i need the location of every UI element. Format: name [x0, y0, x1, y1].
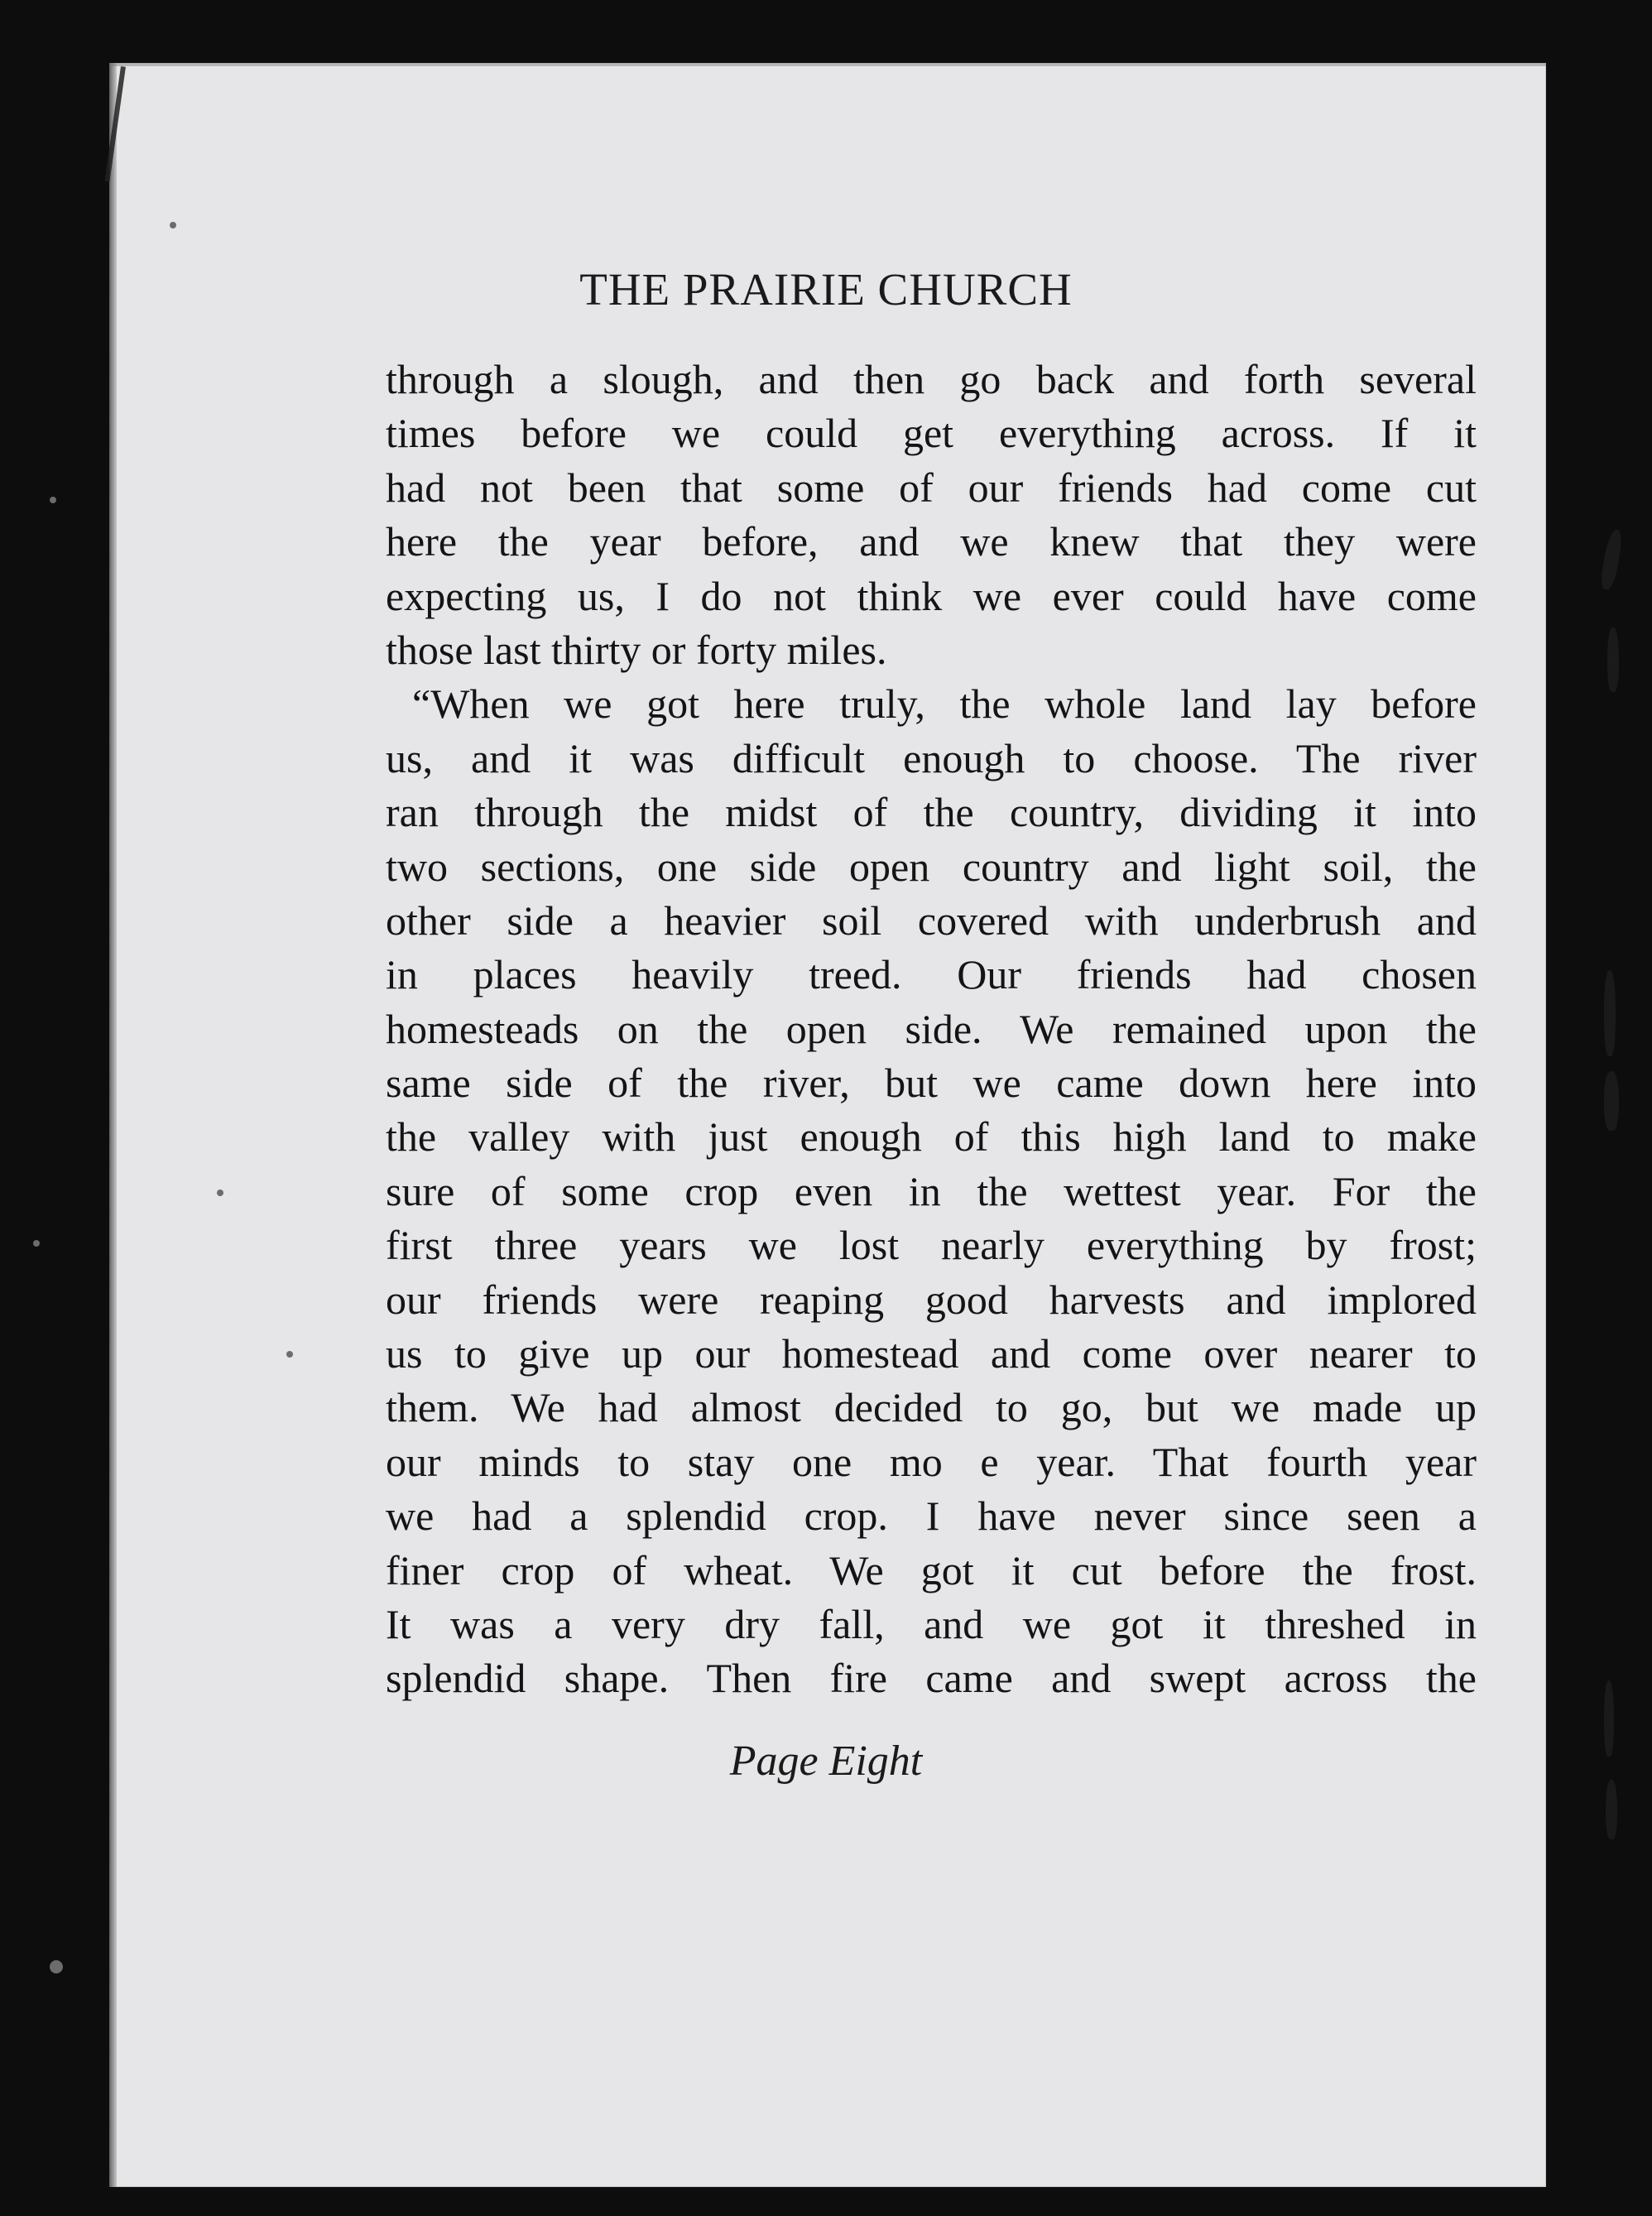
- ink-mark: [1606, 1780, 1617, 1839]
- text-line: our minds to stay one mo e year. That fourth year: [386, 1438, 1477, 1485]
- text-line: our friends were reaping good harvests and implored: [386, 1276, 1477, 1323]
- page-left-edge: [109, 63, 117, 2187]
- text-line: us, and it was difficult enough to choose. The river: [386, 734, 1477, 781]
- ink-mark: [1604, 970, 1616, 1056]
- text-line: ran through the midst of the country, dividing it into: [386, 789, 1477, 836]
- text-line: the valley with just enough of this high land to make: [386, 1113, 1477, 1161]
- page-top-edge: [109, 63, 1546, 66]
- text-line: had not been that some of our friends had come cut: [386, 464, 1477, 511]
- scan-speck: [217, 1190, 223, 1196]
- text-line: same side of the river, but we came down here into: [386, 1060, 1477, 1107]
- running-header: THE PRAIRIE CHURCH: [579, 264, 1073, 315]
- page-number: Page Eight: [729, 1738, 923, 1785]
- page-body: [386, 353, 1477, 1706]
- text-line: “When we got here truly, the whole land lay before: [412, 680, 1477, 728]
- text-line: those last thirty or forty miles.: [386, 626, 887, 673]
- text-line: here the year before, and we knew that they were: [386, 518, 1477, 565]
- text-line: first three years we lost nearly everything by frost;: [386, 1222, 1477, 1269]
- text-line: times before we could get everything across. If it: [386, 410, 1477, 457]
- ink-mark: [1604, 1680, 1614, 1757]
- text-line: sure of some crop even in the wettest year. For the: [386, 1167, 1477, 1214]
- ink-mark: [1607, 627, 1619, 692]
- ink-mark: [1604, 1071, 1619, 1131]
- text-line: us to give up our homestead and come over nearer to: [386, 1330, 1477, 1377]
- text-line: splendid shape. Then fire came and swept across the: [386, 1655, 1477, 1702]
- text-line: we had a splendid crop. I have never since seen a: [386, 1493, 1477, 1540]
- text-line: It was a very dry fall, and we got it threshed in: [386, 1600, 1477, 1647]
- scan-speck: [286, 1351, 293, 1358]
- text-line: expecting us, I do not think we ever could have come: [386, 572, 1477, 619]
- scan-speck: [170, 222, 176, 228]
- text-line: two sections, one side open country and light soil, the: [386, 843, 1477, 890]
- scan-speck: [50, 1960, 63, 1973]
- text-line: other side a heavier soil covered with underbrush and: [386, 896, 1477, 944]
- text-line: in places heavily treed. Our friends had chosen: [386, 951, 1477, 998]
- scan-speck: [50, 497, 56, 503]
- text-line: through a slough, and then go back and forth several: [386, 356, 1477, 402]
- scan-speck: [33, 1240, 40, 1247]
- text-line: finer crop of wheat. We got it cut before the frost.: [386, 1546, 1477, 1594]
- text-line: them. We had almost decided to go, but we made up: [386, 1384, 1477, 1431]
- text-line: homesteads on the open side. We remained upon the: [386, 1005, 1477, 1052]
